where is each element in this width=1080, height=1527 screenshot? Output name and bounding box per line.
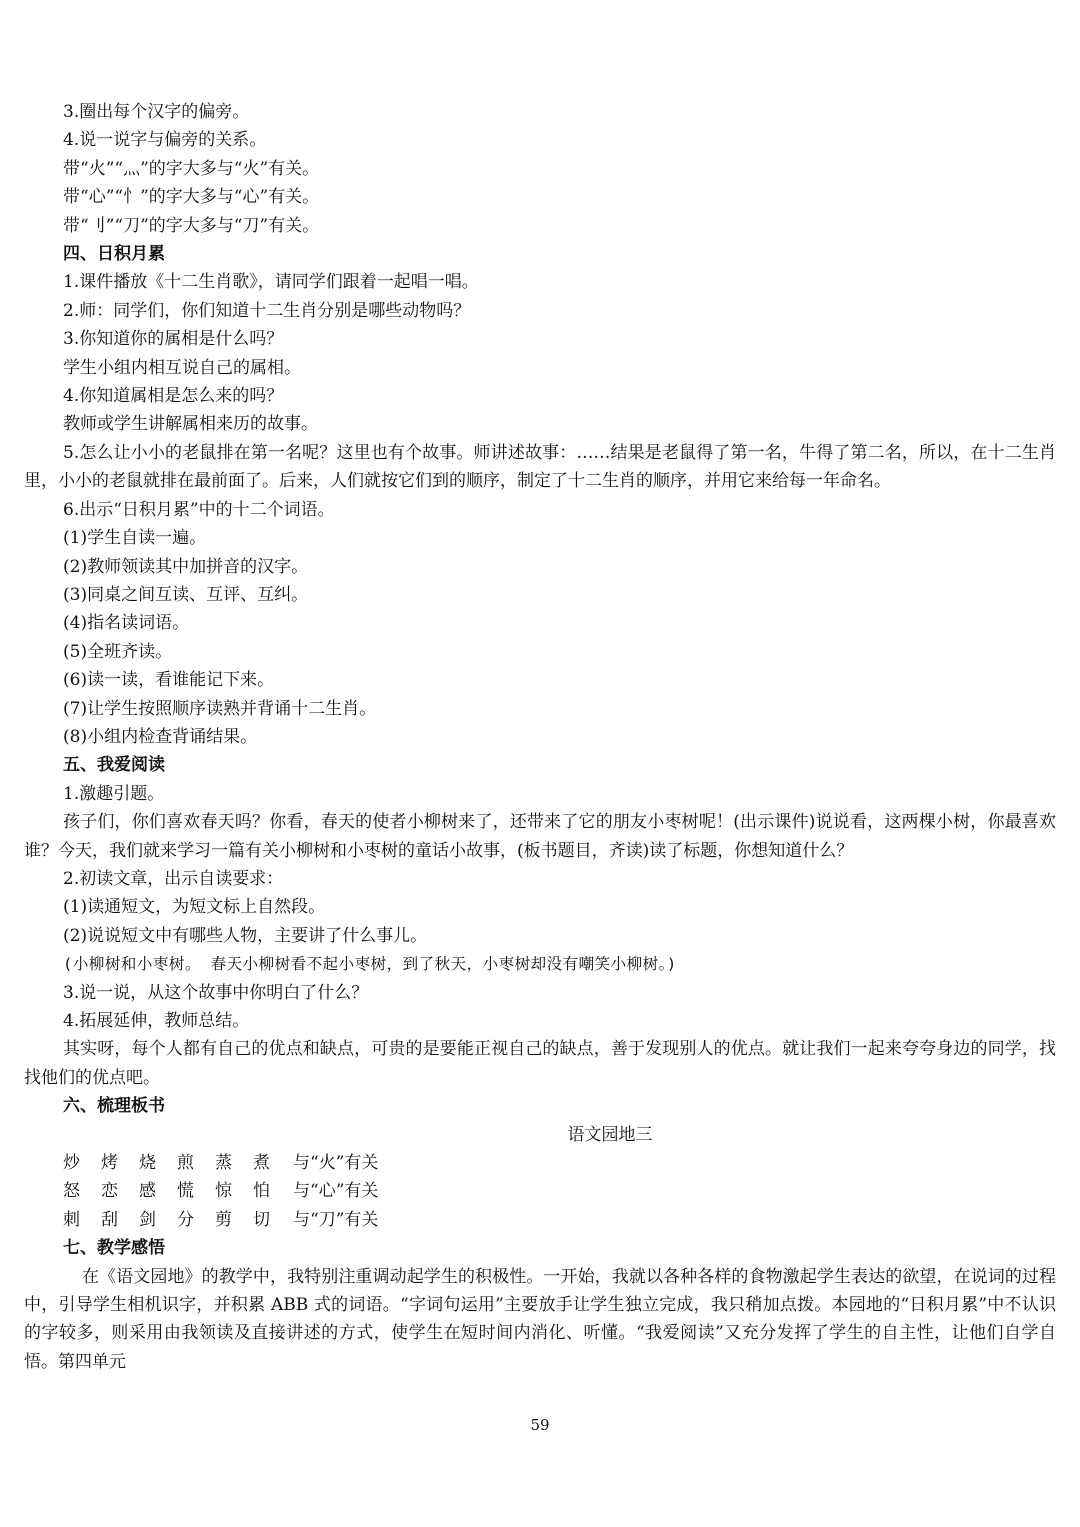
text-line: 3.说一说，从这个故事中你明白了什么？ <box>63 982 369 1003</box>
text-line: 4.你知道属相是怎么来的吗？ <box>63 386 284 407</box>
board-char: 剑 <box>139 1209 156 1230</box>
section-heading: 四、日积月累 <box>63 244 165 265</box>
board-char: 蒸 <box>215 1153 232 1174</box>
board-row <box>24 1206 1056 1234</box>
text-line: (6)读一读，看谁能记下来。 <box>63 670 275 691</box>
board-char: 剪 <box>215 1209 232 1230</box>
text-line: 4.说一说字与偏旁的关系。 <box>63 130 267 151</box>
section-rijiyuelei <box>24 240 1056 751</box>
text-line: 1.激趣引题。 <box>63 783 165 804</box>
text-line: (2)教师领读其中加拼音的汉字。 <box>63 556 309 577</box>
summary-paragraph: 其实呀，每个人都有自己的优点和缺点，可贵的是要能正视自己的缺点，善于发现别人的优点。就让我们一起来夸夸身边的同学，找找他们的优点吧。 <box>24 1039 1056 1088</box>
text-line: 6.出示“日积月累”中的十二个词语。 <box>63 499 335 520</box>
board-row <box>24 1177 1056 1205</box>
section-blackboard <box>24 1092 1056 1234</box>
text-line: 2.师：同学们，你们知道十二生肖分别是哪些动物吗？ <box>63 300 471 321</box>
text-line: 教师或学生讲解属相来历的故事。 <box>63 414 318 435</box>
reflection-paragraph: 在《语文园地》的教学中，我特别注重调动起学生的积极性。一开始，我就以各种各样的食物激起学生表达的欲望，在说词的过程中，引导学生相机识字，并积累 ABB 式的词语。“字词句运用”主要放手让学生独立完成，我只稍加点拨。本园地的“日积月累”中不认识的字较多，则采用由我领读及直接讲述的方式，使学生在短时间内消化、听懂。“我爱阅读”又充分发挥了学生的自主性，让他们自学自悟。第四单元 <box>24 1266 1056 1372</box>
text-line: (1)读通短文，为短文标上自然段。 <box>63 897 326 918</box>
story-paragraph: 5.怎么让小小的老鼠排在第一名呢？这里也有个故事。师讲述故事：……结果是老鼠得了第一名，牛得了第二名，所以，在十二生肖里，小小的老鼠就排在最前面了。后来，人们就按它们到的顺序，制定了十二生肖的顺序，并用它来给每一年命名。 <box>24 442 1056 492</box>
board-char: 分 <box>177 1209 194 1230</box>
intro-paragraph: 孩子们，你们喜欢春天吗？你看，春天的使者小柳树来了，还带来了它的朋友小枣树呢！(出示课件)说说看，这两棵小树，你最喜欢谁？今天，我们就来学习一篇有关小柳树和小枣树的童话小故事，(板书题目，齐读)读了标题，你想知道什么？ <box>24 812 1056 861</box>
section-heading: 五、我爱阅读 <box>63 755 165 776</box>
text-line: 3.你知道你的属相是什么吗？ <box>63 329 284 350</box>
board-relation: 与“火”有关 <box>293 1153 379 1174</box>
text-line: 学生小组内相互说自己的属相。 <box>63 357 301 378</box>
radical-steps <box>24 98 1056 240</box>
board-char: 刺 <box>63 1209 80 1230</box>
board-char: 怕 <box>253 1181 270 1202</box>
board-title: 语文园地三 <box>567 1124 653 1145</box>
text-line: (1)学生自读一遍。 <box>63 528 207 549</box>
text-line: 2.初读文章，出示自读要求： <box>63 868 284 889</box>
text-line: (2)说说短文中有哪些人物，主要讲了什么事儿。 <box>63 925 428 946</box>
page-number: 59 <box>530 1416 550 1434</box>
text-line: (8)小组内检查背诵结果。 <box>63 726 258 747</box>
text-line: (7)让学生按照顺序读熟并背诵十二生肖。 <box>63 698 377 719</box>
board-char: 感 <box>139 1181 156 1202</box>
section-heading: 六、梳理板书 <box>63 1096 165 1117</box>
text-line: (5)全班齐读。 <box>63 641 173 662</box>
text-line: 1.课件播放《十二生肖歌》，请同学们跟着一起唱一唱。 <box>63 272 479 293</box>
board-relation: 与“心”有关 <box>293 1181 379 1202</box>
text-line: 带“火”“灬”的字大多与“火”有关。 <box>63 158 320 179</box>
section-heading: 七、教学感悟 <box>63 1238 165 1259</box>
text-line: (4)指名读词语。 <box>63 613 190 634</box>
board-char: 烤 <box>101 1153 118 1174</box>
board-char: 怒 <box>63 1181 80 1202</box>
text-line: 带“心”“忄”的字大多与“心”有关。 <box>63 187 320 208</box>
board-char: 烧 <box>139 1153 156 1174</box>
board-char: 炒 <box>63 1153 80 1174</box>
section-reflection <box>24 1234 1056 1376</box>
board-char: 煮 <box>253 1153 270 1174</box>
board-char: 煎 <box>177 1153 194 1174</box>
section-woaiyuedu <box>24 751 1056 1092</box>
board-char: 刮 <box>101 1209 118 1230</box>
text-line: 4.拓展延伸，教师总结。 <box>63 1011 250 1031</box>
board-char: 切 <box>253 1209 270 1230</box>
text-line: 带“刂”“刀”的字大多与“刀”有关。 <box>63 215 320 236</box>
board-char: 惊 <box>215 1181 232 1202</box>
board-row <box>24 1149 1056 1177</box>
answer-note: (小柳树和小枣树。 春天小柳树看不起小枣树，到了秋天，小枣树却没有嘲笑小柳树。) <box>63 955 677 974</box>
board-char: 恋 <box>101 1181 118 1202</box>
board-char: 慌 <box>177 1181 194 1202</box>
board-relation: 与“刀”有关 <box>293 1209 379 1230</box>
text-line: 3.圈出每个汉字的偏旁。 <box>63 102 250 122</box>
text-line: (3)同桌之间互读、互评、互纠。 <box>63 584 309 605</box>
